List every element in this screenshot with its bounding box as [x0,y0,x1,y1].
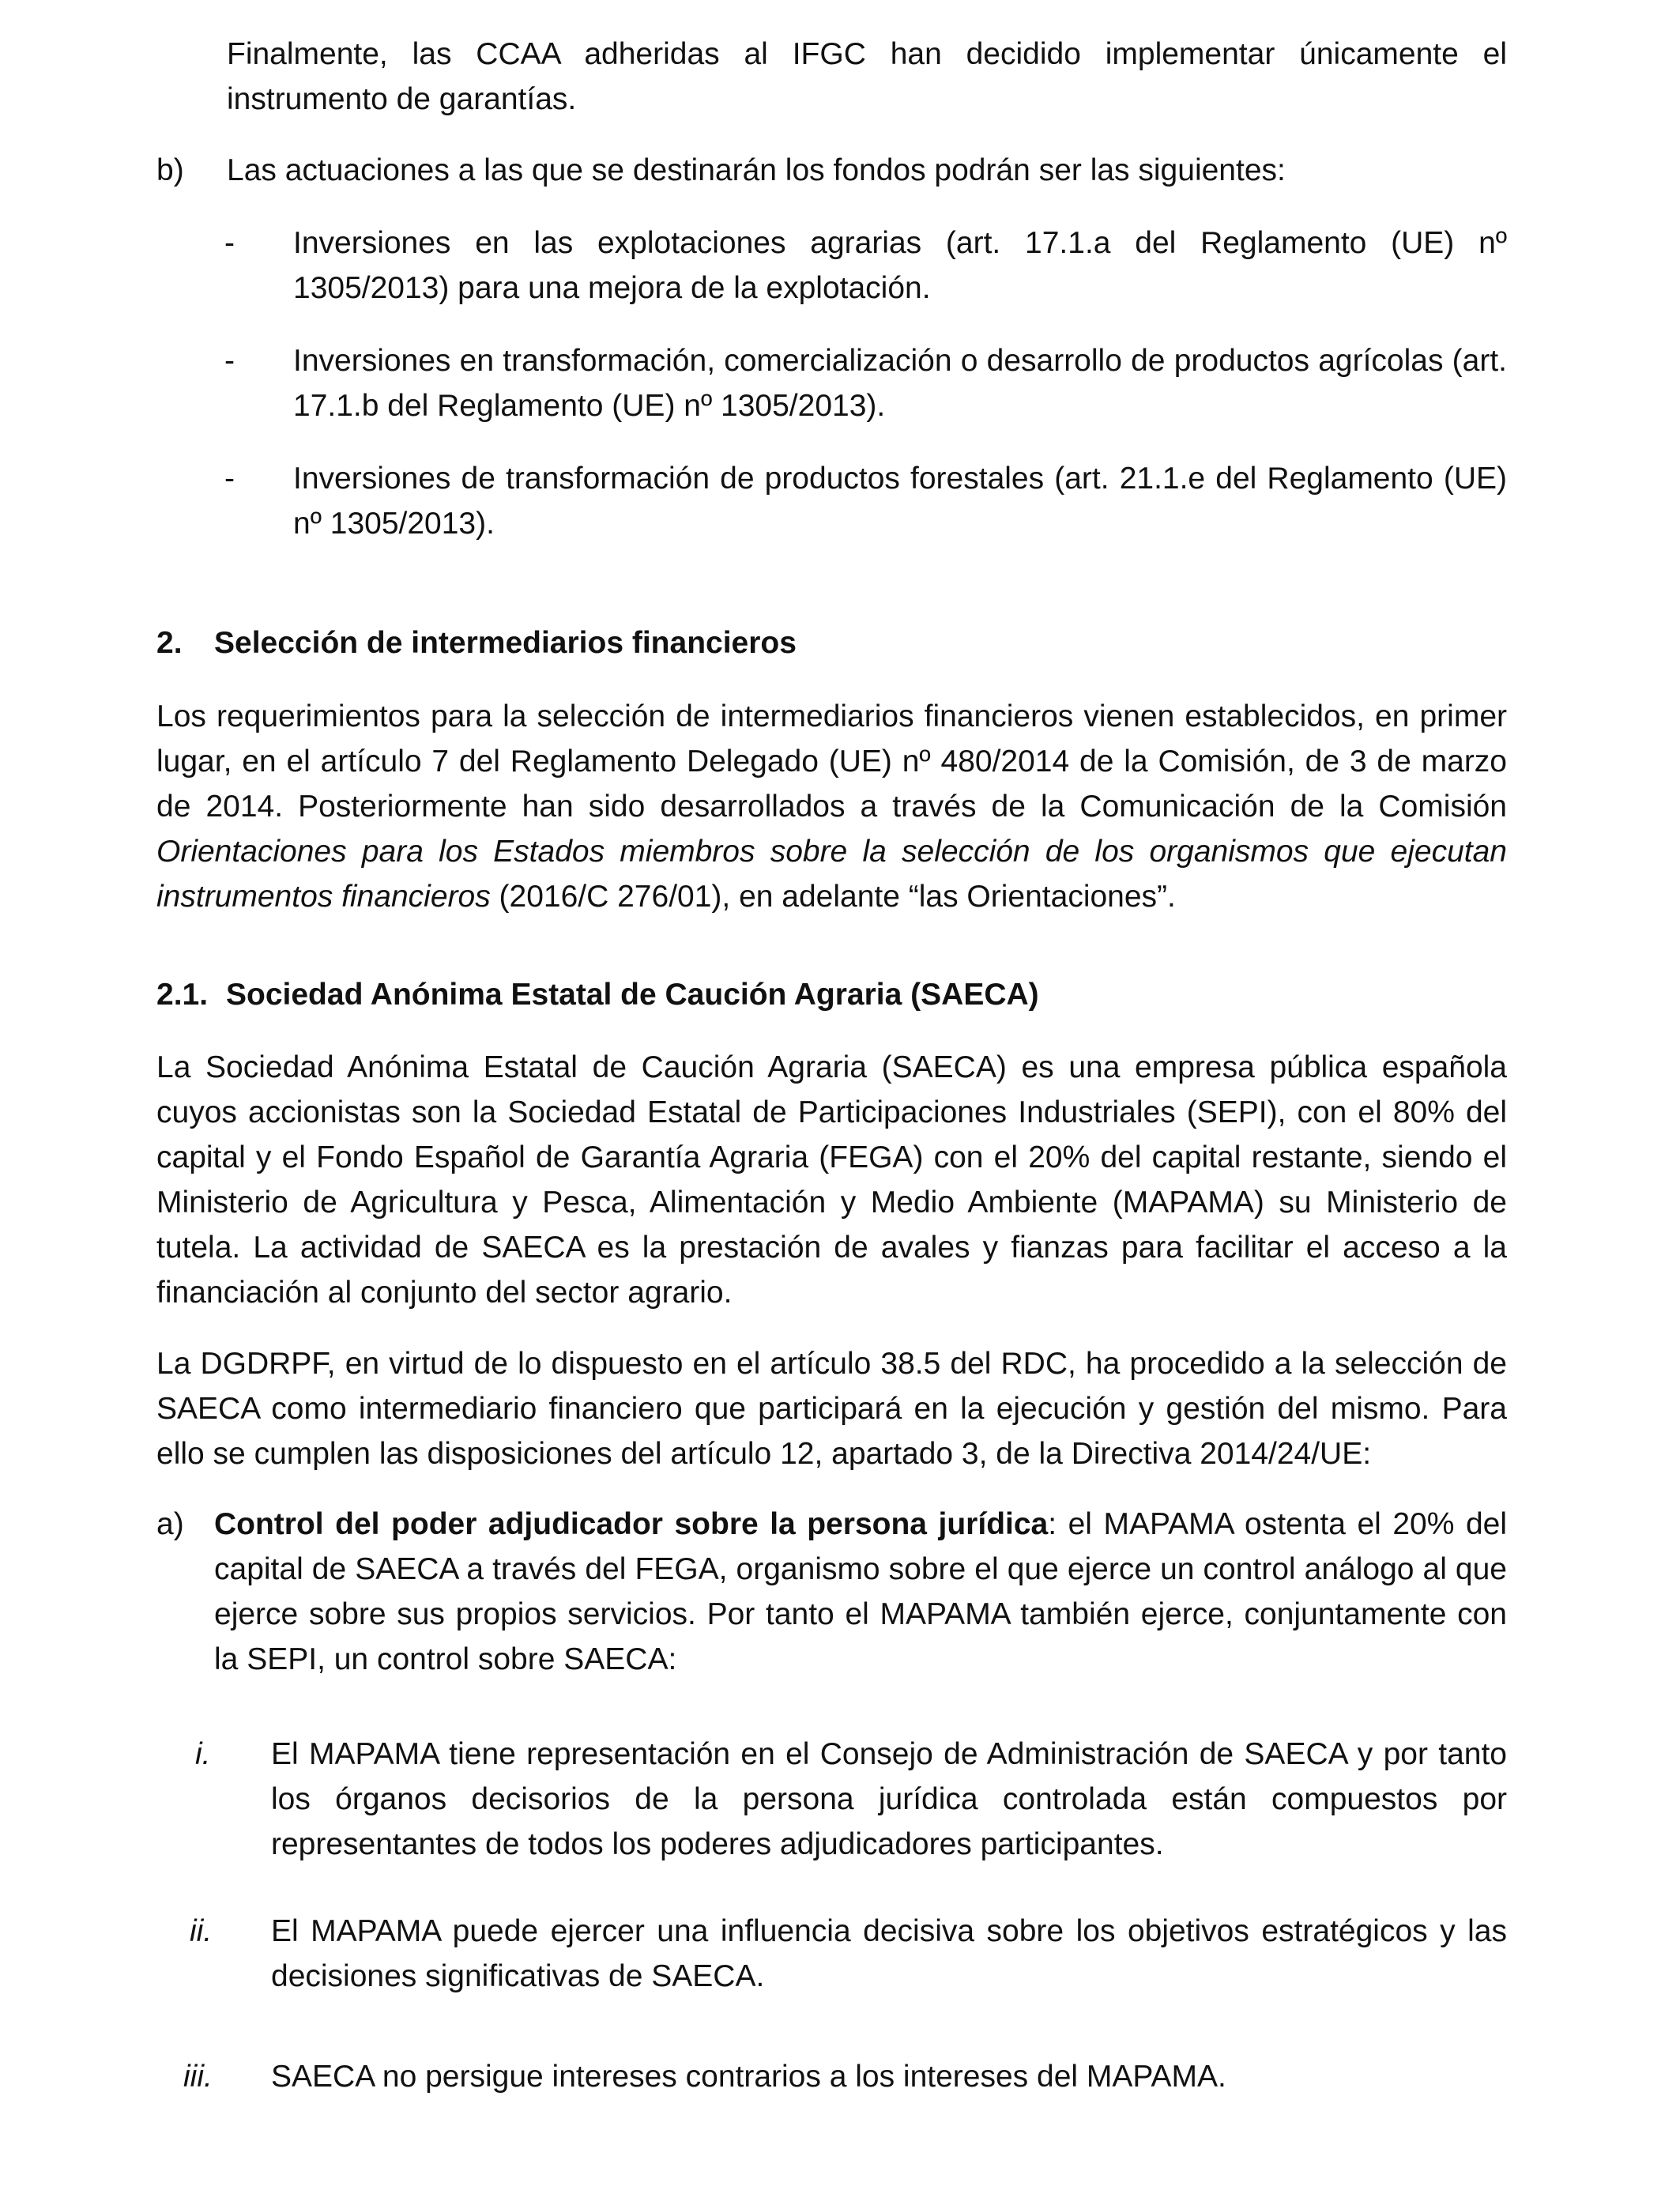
selection-paragraph: La DGDRPF, en virtud de lo dispuesto en el artículo 38.5 del RDC, ha procedido a la selección de SAECA como intermediario financiero que participará en la ejecución y gestión del mismo. Para ello se cumplen las disposiciones del artículo 12, apartado 3, de la Directiva 2014/24/UE: [156,1347,1507,1471]
item-b-text: Las actuaciones a las que se destinarán los fondos podrán ser las siguientes: [227,153,1286,187]
bullet-marker: - [224,462,235,496]
bullet-marker: - [224,344,235,378]
paragraph-text: Los requerimientos para la selección de intermediarios financieros vienen establecidos, en primer lugar, en el artículo 7 del Reglamento Delegado (UE) nº 480/2014 de la Comisión, de 3 de marzo de 2014. Posteriormente han sido desarrollados a través de la Comunicación de la Comisión [156,699,1507,824]
subitem-text: El MAPAMA tiene representación en el Consejo de Administración de SAECA y por tanto los órganos decisorios de la persona jurídica controlada están compuestos por representantes de todos los poderes adjudicadores participantes. [271,1737,1507,1861]
intro-paragraph: Finalmente, las CCAA adheridas al IFGC han decidido implementar únicamente el instrumento de garantías. [227,37,1507,116]
bullet-item: Inversiones de transformación de productos forestales (art. 21.1.e del Reglamento (UE) nº 1305/2013). [293,462,1507,541]
subitem-text: El MAPAMA puede ejercer una influencia decisiva sobre los objetivos estratégicos y las decisiones significativas de SAECA. [271,1914,1507,1993]
list-marker-a: a) [156,1507,184,1541]
section-title: Selección de intermediarios financieros [214,626,797,660]
item-a-text [214,1502,1507,1682]
roman-marker-i: i. [195,1737,211,1771]
bold-lead: Control del poder adjudicador sobre la persona jurídica [214,1507,1049,1541]
italic-title: Orientaciones para los Estados miembros sobre la selección de los organismos que ejecutan instrumentos financieros [156,835,1507,914]
section2-paragraph [156,694,1507,919]
paragraph-text: (2016/C 276/01), en adelante “las Orientaciones”. [490,880,1176,914]
section-number: 2. [156,626,183,660]
bullet-marker: - [224,226,235,260]
list-marker-b: b) [156,153,184,187]
bullet-item: Inversiones en las explotaciones agrarias (art. 17.1.a del Reglamento (UE) nº 1305/2013) para una mejora de la explotación. [293,226,1507,305]
saeca-paragraph: La Sociedad Anónima Estatal de Caución Agraria (SAECA) es una empresa pública española cuyos accionistas son la Sociedad Estatal de Participaciones Industriales (SEPI), con el 80% del capital y el Fondo Español de Garantía Agraria (FEGA) con el 20% del capital restante, siendo el Ministerio de Agricultura y Pesca, Alimentación y Medio Ambiente (MAPAMA) su Ministerio de tutela. La actividad de SAECA es la prestación de avales y fianzas para facilitar el acceso a la financiación al conjunto del sector agrario. [156,1050,1507,1310]
subsection-number: 2.1. [156,978,209,1012]
bullet-item: Inversiones en transformación, comercialización o desarrollo de productos agrícolas (art. 17.1.b del Reglamento (UE) nº 1305/2013). [293,344,1507,423]
subitem-text: SAECA no persigue intereses contrarios a los intereses del MAPAMA. [271,2060,1226,2094]
item-a-body: : el MAPAMA ostenta el 20% del capital de SAECA a través del FEGA, organismo sobre el que ejerce un control análogo al que ejerce sobre sus propios servicios. Por tanto el MAPAMA también ejerce, conjuntamente con la SEPI, un control sobre SAECA: [214,1507,1507,1676]
roman-marker-ii: ii. [190,1914,213,1948]
roman-marker-iii: iii. [183,2060,213,2094]
subsection-title: Sociedad Anónima Estatal de Caución Agraria (SAECA) [226,978,1039,1012]
